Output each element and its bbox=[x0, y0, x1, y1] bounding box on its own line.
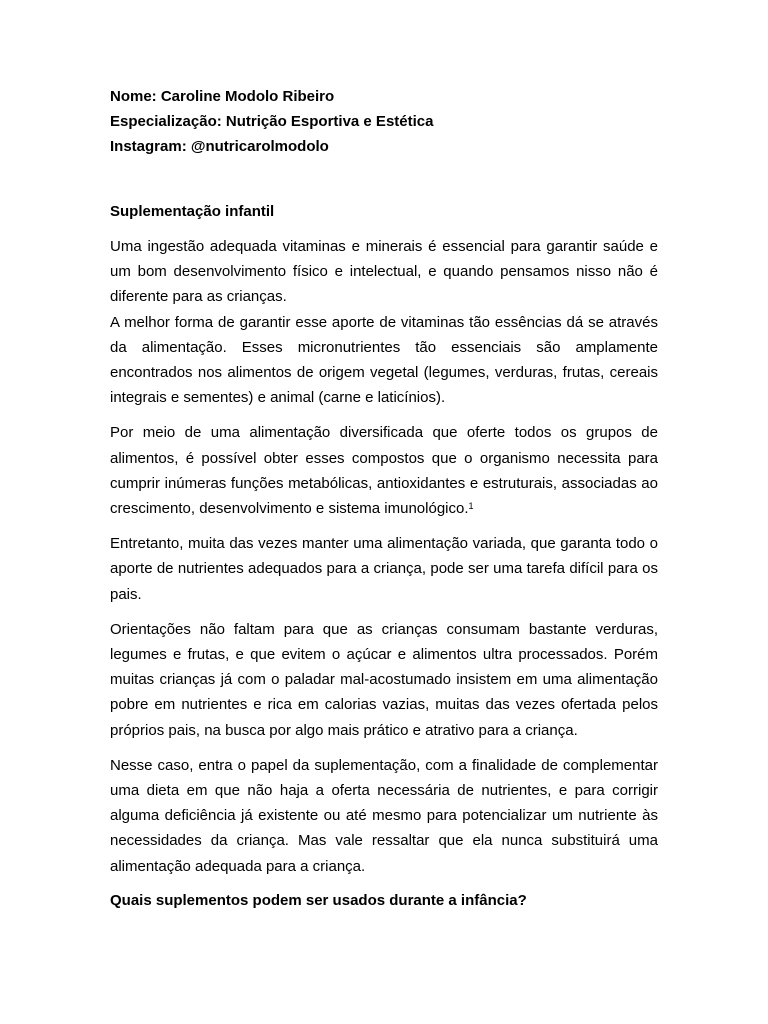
author-header bbox=[110, 84, 658, 159]
paragraph-2-text: Por meio de uma alimentação diversificada que oferte todos os grupos de alimentos, é possível obter esses compostos que o organismo necessita para cumprir inúmeras funções metabólicas, antioxidantes e estruturais, associadas ao crescimento, desenvolvimento e sistema imunológico. bbox=[110, 424, 658, 518]
author-instagram: Instagram: @nutricarolmodolo bbox=[110, 138, 329, 155]
paragraph-1-part-b: A melhor forma de garantir esse aporte de vitaminas tão essências dá se através da alimentação. Esses micronutrientes tão essenciais são amplamente encontrados nos alimentos de origem vegetal (legumes, verduras, frutas, cereais integrais e sementes) e animal (carne e laticínios). bbox=[110, 313, 658, 407]
author-name: Nome: Caroline Modolo Ribeiro bbox=[110, 88, 335, 105]
footnote-reference: 1 bbox=[468, 501, 474, 512]
question-heading: Quais suplementos podem ser usados durante a infância? bbox=[110, 891, 527, 909]
paragraph-4: Orientações não faltam para que as crianças consumam bastante verduras, legumes e frutas, e que evitem o açúcar e alimentos ultra processados. Porém muitas crianças já com o paladar mal-acostumado insistem em uma alimentação pobre em nutrientes e rica em calorias vazias, muitas das vezes ofertada pelos próprios pais, na busca por algo mais prático e atrativo para a criança. bbox=[110, 620, 658, 739]
paragraph-5: Nesse caso, entra o papel da suplementação, com a finalidade de complementar uma dieta em que não haja a oferta necessária de nutrientes, e para corrigir alguma deficiência já existente ou até mesmo para potencializar um nutriente às necessidades da criança. Mas vale ressaltar que ela nunca substituirá uma alimentação adequada para a criança. bbox=[110, 756, 658, 875]
paragraph-1-part-a: Uma ingestão adequada vitaminas e minerais é essencial para garantir saúde e um bom desenvolvimento físico e intelectual, e quando pensamos nisso não é diferente para as crianças. bbox=[110, 238, 658, 306]
paragraph-3: Entretanto, muita das vezes manter uma alimentação variada, que garanta todo o aporte de nutrientes adequados para a criança, pode ser uma tarefa difícil para os pais. bbox=[110, 535, 658, 603]
paragraph-2 bbox=[110, 420, 658, 521]
section-title: Suplementação infantil bbox=[110, 203, 275, 220]
paragraph-1 bbox=[110, 234, 658, 410]
author-specialization: Especialização: Nutrição Esportiva e Estética bbox=[110, 113, 434, 130]
document-body bbox=[110, 84, 658, 913]
